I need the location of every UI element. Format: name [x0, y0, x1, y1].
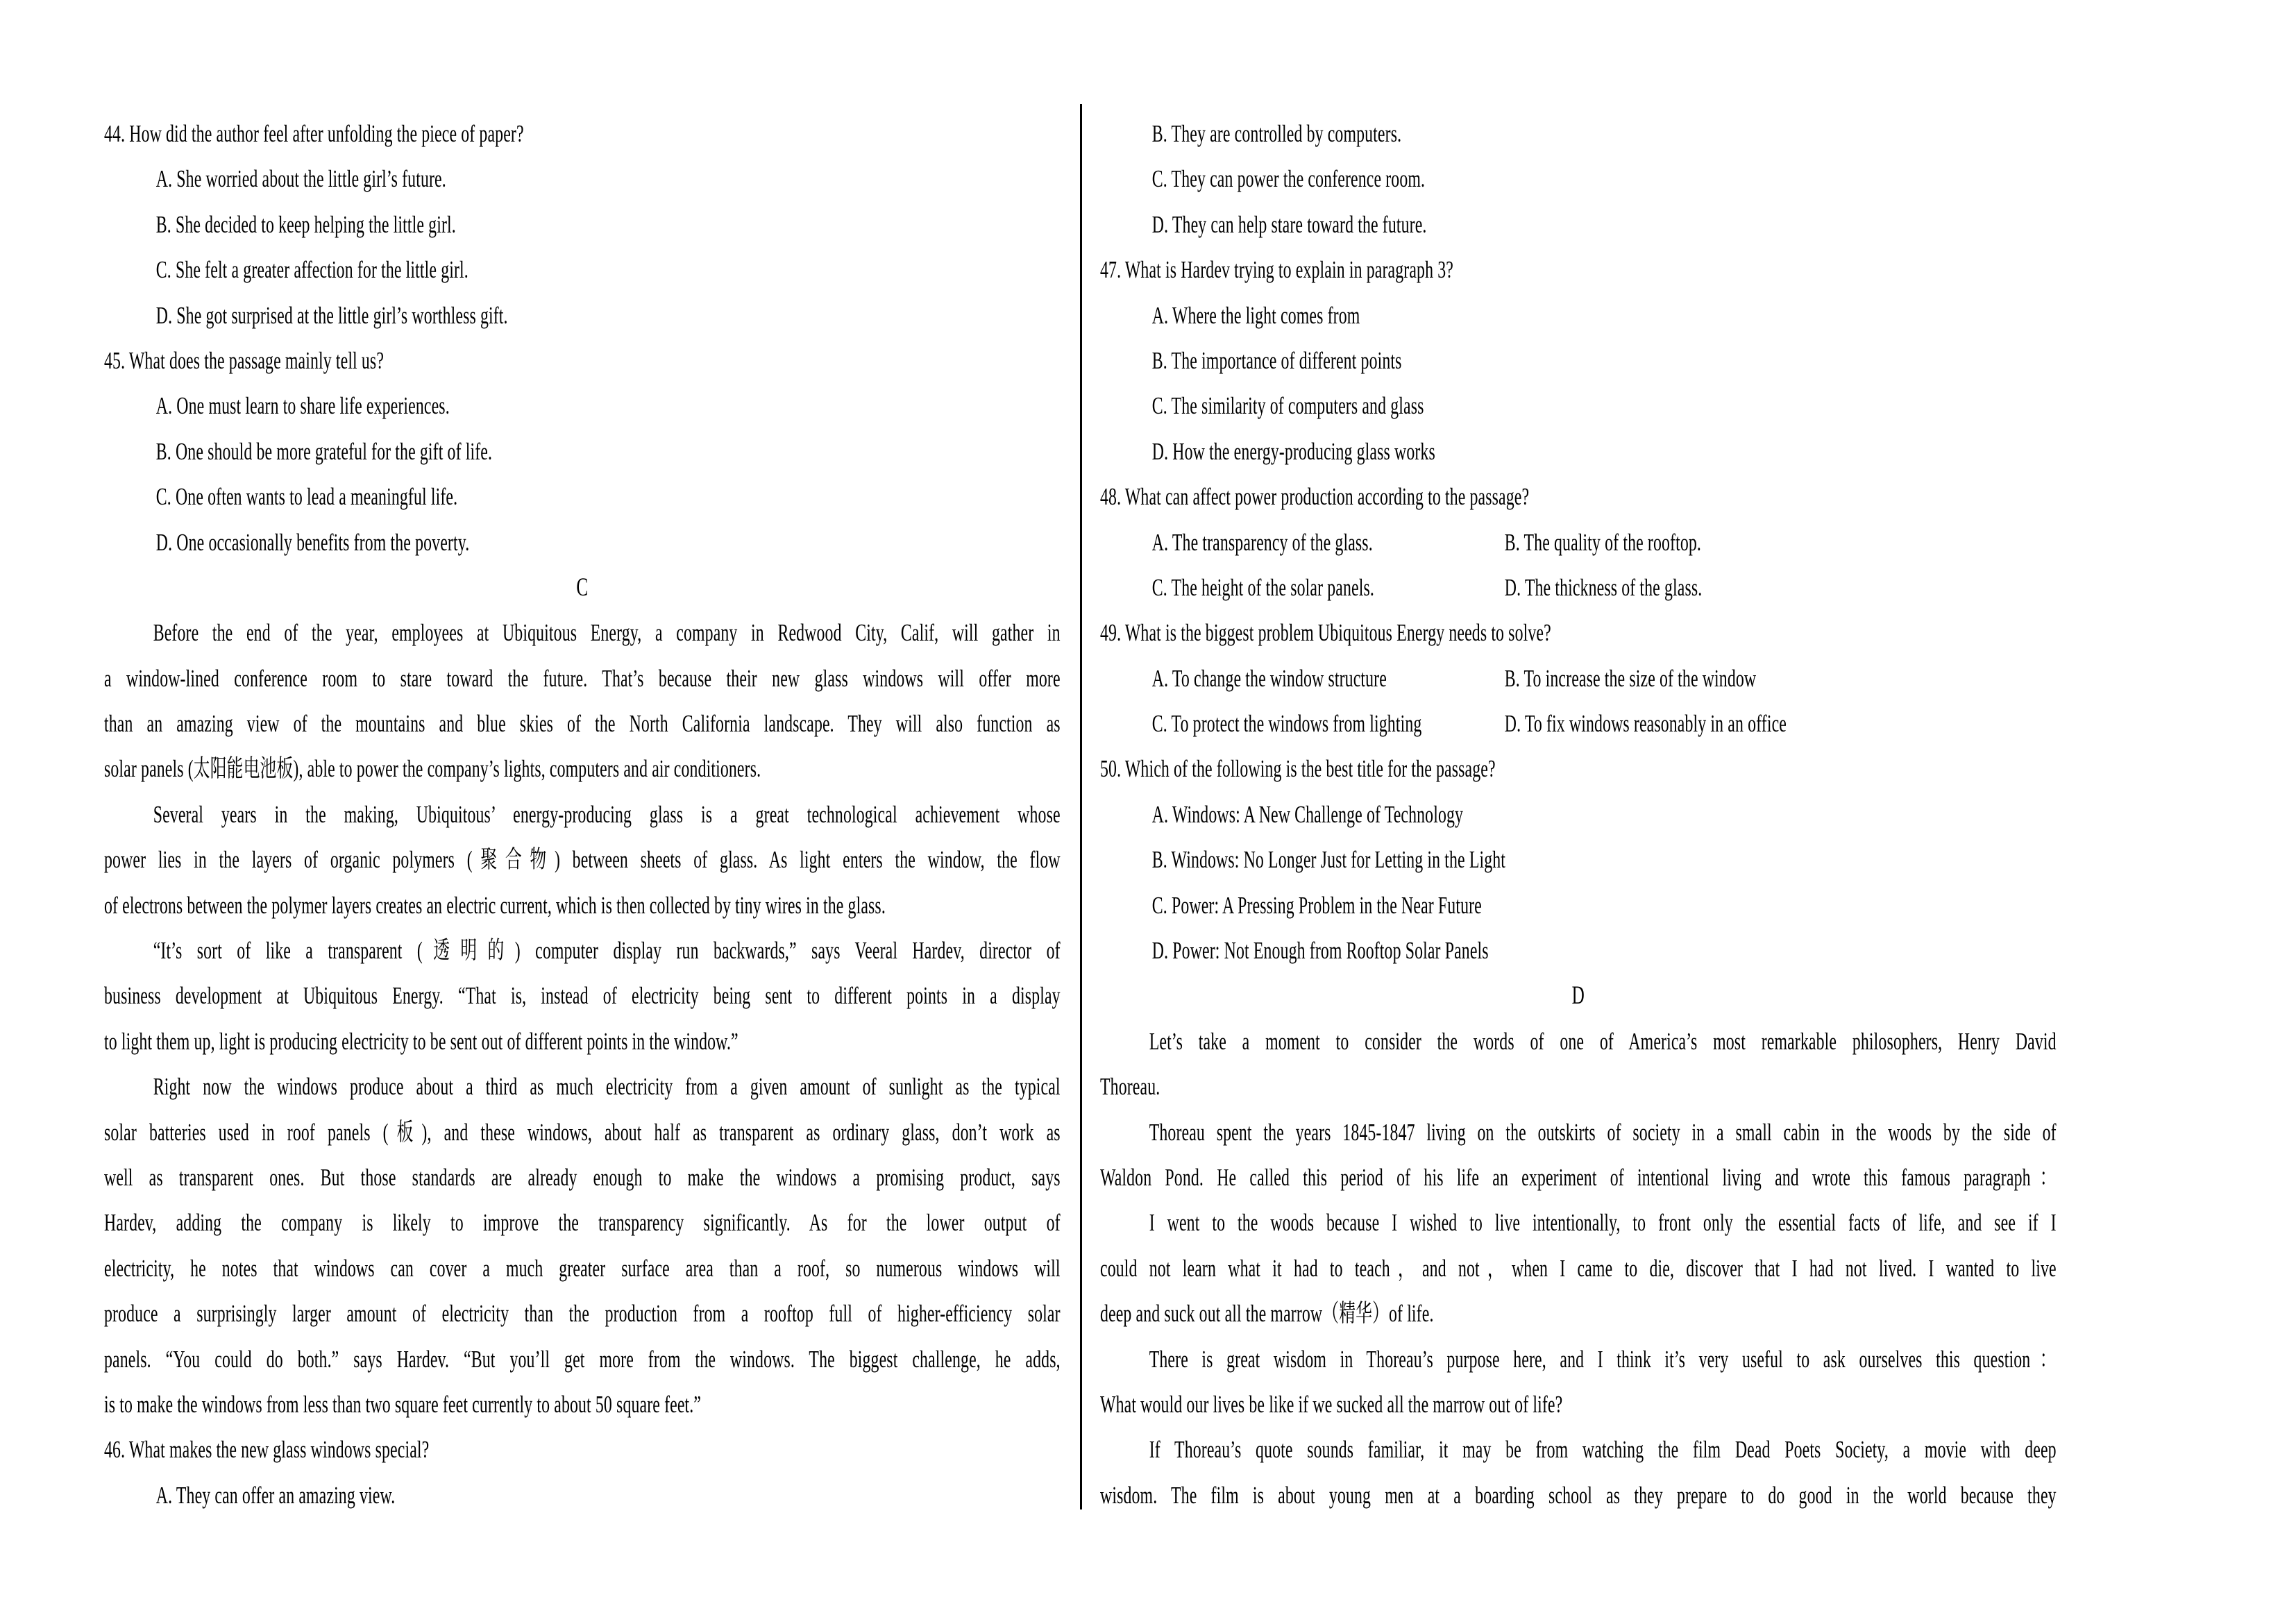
option-pair-line: [1100, 520, 2057, 565]
option-text: D. The thickness of the glass.: [1504, 573, 1703, 601]
section-header: D: [1571, 981, 1585, 1010]
option-line: D. They can help stare toward the future.: [1151, 210, 1427, 238]
passage-line: business development at Ubiquitous Energy. “That is, instead of electricity being sent to different points in a display: [104, 982, 1061, 1010]
option-line: C. Power: A Pressing Problem in the Near Future: [1151, 891, 1482, 919]
column-divider: [1080, 104, 1082, 1509]
question-line: 45. What does the passage mainly tell us?: [104, 346, 385, 374]
option-line: B. They are controlled by computers.: [1151, 120, 1402, 147]
passage-line: is to make the windows from less than two square feet currently to about 50 square feet.”: [104, 1390, 702, 1418]
option-text: A. The transparency of the glass.: [1151, 528, 1373, 556]
option-line: D. She got surprised at the little girl’s worthless gift.: [155, 301, 508, 329]
passage-line: What would our lives be like if we sucked all the marrow out of life?: [1100, 1390, 1563, 1418]
passage-line: power lies in the layers of organic polymers (聚合物) between sheets of glass. As light enters the window, the flow: [104, 846, 1061, 874]
option-text: D. To fix windows reasonably in an office: [1504, 710, 1787, 738]
option-pair-line: [1100, 565, 2057, 610]
option-line: C. She felt a greater affection for the little girl.: [155, 256, 469, 284]
passage-line: solar batteries used in roof panels (板), and these windows, about half as transparent as ordinary glass, don’t work as: [104, 1118, 1061, 1146]
question-line: 46. What makes the new glass windows special?: [104, 1436, 430, 1464]
option-text: C. To protect the windows from lighting: [1151, 710, 1422, 738]
option-line: B. One should be more grateful for the gift of life.: [155, 437, 493, 465]
option-line: A. Where the light comes from: [1151, 301, 1360, 329]
option-pair-line: [1100, 656, 2057, 701]
left-column: [104, 111, 1061, 1518]
passage-line: Hardev, adding the company is likely to improve the transparency significantly. As for the lower output of: [104, 1209, 1061, 1237]
passage-line: Thoreau.: [1100, 1073, 1160, 1101]
option-line: D. One occasionally benefits from the poverty.: [155, 528, 470, 556]
passage-line: Waldon Pond. He called this period of his life an experiment of intentional living and wrote this famous paragraph：: [1100, 1163, 2057, 1191]
option-line: B. She decided to keep helping the little girl.: [155, 210, 456, 238]
option-line: C. They can power the conference room.: [1151, 165, 1426, 193]
passage-line: If Thoreau’s quote sounds familiar, it may be from watching the film Dead Poets Society, a movie with deep: [1149, 1436, 2057, 1464]
option-text: B. The quality of the rooftop.: [1504, 528, 1702, 556]
passage-line: to light them up, light is producing electricity to be sent out of different points in the window.”: [104, 1027, 738, 1055]
option-line: A. They can offer an amazing view.: [155, 1481, 396, 1509]
option-line: B. Windows: No Longer Just for Letting in the Light: [1151, 846, 1506, 874]
option-line: C. One often wants to lead a meaningful life.: [155, 483, 458, 511]
passage-line: I went to the woods because I wished to live intentionally, to front only the essential facts of life, and see if I: [1149, 1209, 2057, 1237]
passage-line: a window-lined conference room to stare toward the future. That’s because their new glass windows will offer more: [104, 664, 1061, 692]
passage-line: than an amazing view of the mountains and blue skies of the North California landscape. They will also function as: [104, 710, 1061, 738]
passage-line: Right now the windows produce about a third as much electricity from a given amount of sunlight as the typical: [153, 1073, 1061, 1101]
section-header: C: [576, 573, 589, 602]
passage-line: could not learn what it had to teach，and not，when I came to die, discover that I had not lived. I wanted to live: [1100, 1254, 2057, 1282]
passage-line: Thoreau spent the years 1845-1847 living on the outskirts of society in a small cabin in the woods by the side of: [1149, 1118, 2057, 1146]
passage-line: deep and suck out all the marrow（精华）of life.: [1100, 1300, 1434, 1328]
option-line: A. One must learn to share life experiences.: [155, 392, 450, 420]
passage-line: Let’s take a moment to consider the words of one of America’s most remarkable philosophers, Henry David: [1149, 1027, 2057, 1055]
passage-line: Before the end of the year, employees at Ubiquitous Energy, a company in Redwood City, Calif, will gather in: [153, 619, 1061, 647]
passage-line: well as transparent ones. But those standards are already enough to make the windows a promising product, says: [104, 1163, 1061, 1191]
option-line: C. The similarity of computers and glass: [1151, 392, 1424, 420]
question-line: 50. Which of the following is the best title for the passage?: [1100, 755, 1496, 783]
passage-line: produce a surprisingly larger amount of electricity than the production from a rooftop full of higher-efficiency solar: [104, 1300, 1061, 1328]
passage-line: solar panels (太阳能电池板), able to power the company’s lights, computers and air conditioners.: [104, 755, 761, 783]
passage-line: wisdom. The film is about young men at a boarding school as they prepare to do good in the world because they: [1100, 1481, 2057, 1509]
passage-line: Several years in the making, Ubiquitous’ energy-producing glass is a great technological achievement whose: [153, 800, 1061, 828]
option-pair-line: [1100, 701, 2057, 746]
passage-line: panels. “You could do both.” says Hardev. “But you’ll get more from the windows. The biggest challenge, he adds,: [104, 1345, 1061, 1373]
option-text: C. The height of the solar panels.: [1151, 573, 1374, 601]
question-line: 47. What is Hardev trying to explain in paragraph 3?: [1100, 256, 1453, 284]
option-text: A. To change the window structure: [1151, 664, 1387, 692]
right-column: [1100, 111, 2057, 1518]
passage-line: There is great wisdom in Thoreau’s purpose here, and I think it’s very useful to ask ourselves this question：: [1149, 1345, 2057, 1373]
option-line: B. The importance of different points: [1151, 346, 1402, 374]
question-line: 49. What is the biggest problem Ubiquitous Energy needs to solve?: [1100, 619, 1551, 647]
question-line: 48. What can affect power production according to the passage?: [1100, 483, 1530, 511]
option-line: A. She worried about the little girl’s future.: [155, 165, 446, 193]
option-line: D. How the energy-producing glass works: [1151, 437, 1435, 465]
option-line: D. Power: Not Enough from Rooftop Solar Panels: [1151, 937, 1489, 965]
question-line: 44. How did the author feel after unfolding the piece of paper?: [104, 120, 524, 147]
passage-line: of electrons between the polymer layers creates an electric current, which is then collected by tiny wires in the glass.: [104, 891, 886, 919]
option-line: A. Windows: A New Challenge of Technology: [1151, 800, 1464, 828]
option-text: B. To increase the size of the window: [1504, 664, 1757, 692]
passage-line: “It’s sort of like a transparent (透明的) computer display run backwards,” says Veeral Hardev, director of: [153, 937, 1061, 965]
passage-line: electricity, he notes that windows can cover a much greater surface area than a roof, so numerous windows will: [104, 1254, 1061, 1282]
